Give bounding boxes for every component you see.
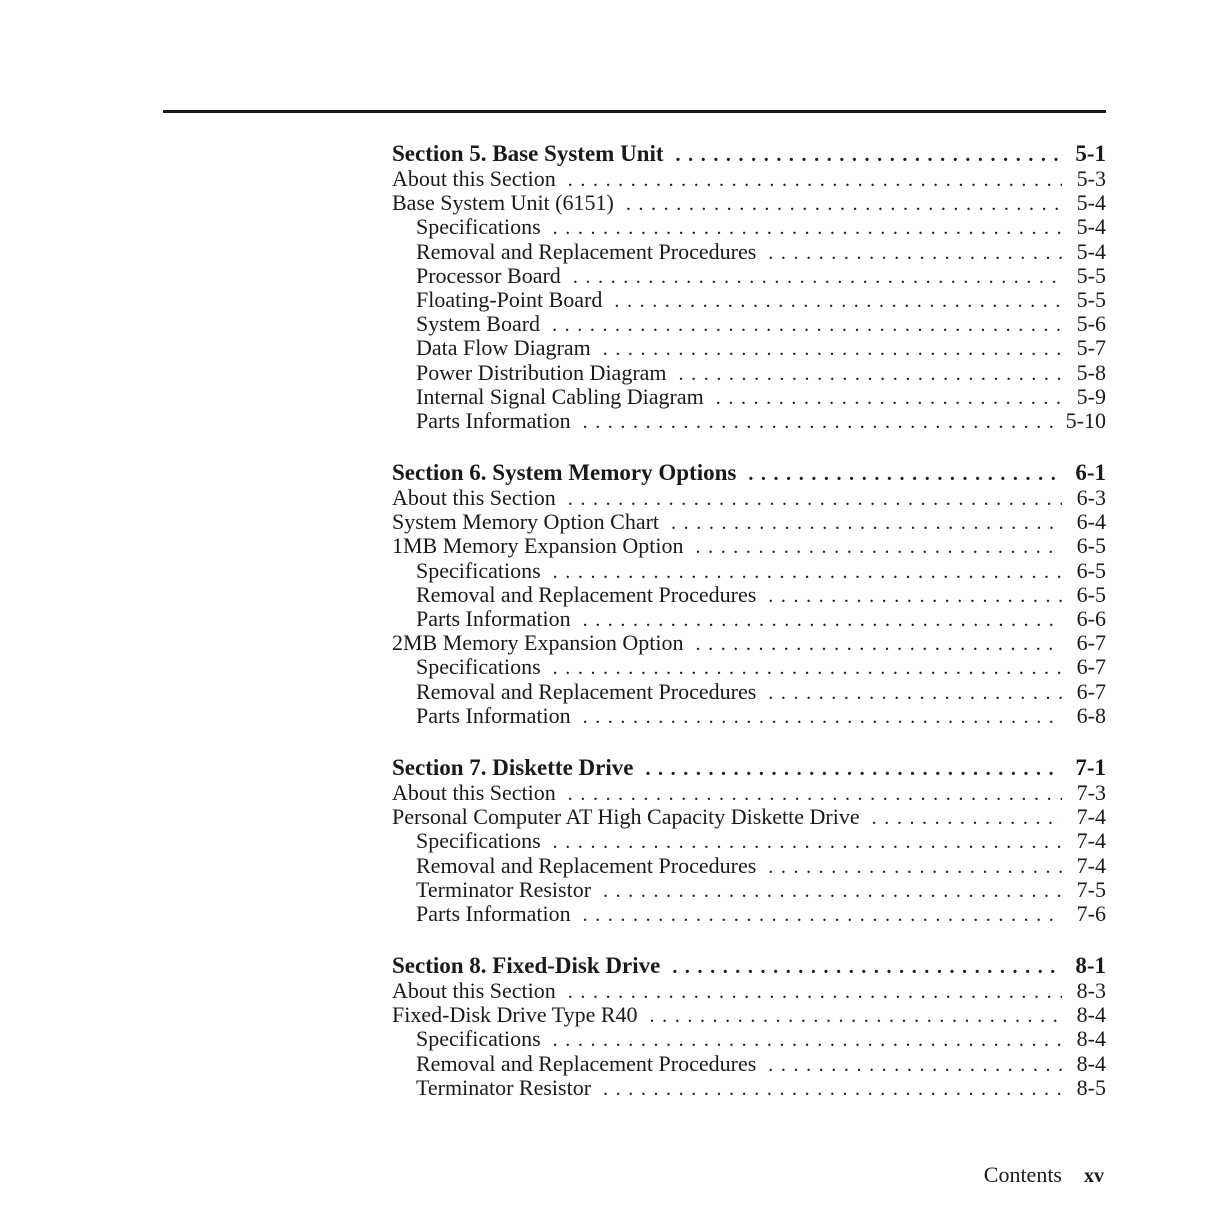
toc-entry-page: 8-4 (1076, 1050, 1106, 1076)
toc-entry-page: 5-1 (1075, 141, 1106, 166)
page-number: xv (1084, 1165, 1104, 1187)
toc-entry-page: 6-8 (1076, 702, 1106, 728)
toc-entry-page: 8-3 (1076, 978, 1106, 1004)
dot-leader (671, 511, 1062, 535)
toc-entry[interactable] (392, 240, 1106, 264)
toc-entry-page: 6-3 (1076, 485, 1106, 511)
dot-leader (645, 756, 1062, 782)
toc-entry-label: Removal and Replacement Procedures (416, 1050, 757, 1076)
toc-entry[interactable] (392, 191, 1106, 215)
dot-leader (650, 1004, 1062, 1028)
toc-entry-label: Specifications (416, 828, 541, 854)
toc-entry-label: Parts Information (416, 606, 571, 631)
toc-entry[interactable] (392, 854, 1106, 878)
dot-leader (768, 584, 1062, 608)
toc-entry-label: Internal Signal Cabling Diagram (416, 383, 704, 409)
toc-entry-page: 6-7 (1076, 654, 1106, 680)
dot-leader (679, 362, 1062, 386)
dot-leader (768, 681, 1062, 705)
toc-entry[interactable] (392, 1003, 1106, 1027)
dot-leader (748, 461, 1062, 487)
toc-entry-label: About this Section (392, 485, 556, 511)
toc-entry[interactable] (392, 781, 1106, 805)
dot-leader (568, 487, 1062, 511)
toc-entry-label: Removal and Replacement Procedures (416, 678, 757, 704)
toc-entry[interactable] (392, 583, 1106, 607)
toc-entry[interactable] (392, 510, 1106, 534)
toc-entry-page: 7-4 (1076, 804, 1106, 830)
toc-entry-label: Fixed-Disk Drive Type R40 (392, 1002, 638, 1028)
dot-leader (603, 879, 1062, 903)
toc-entry-label: Parts Information (416, 900, 571, 926)
toc-entry[interactable] (392, 361, 1106, 385)
toc-entry-page: 5-6 (1076, 311, 1106, 337)
toc-entry-label: Data Flow Diagram (416, 335, 591, 361)
toc-entry-label: Parts Information (416, 702, 571, 728)
toc-entry[interactable] (392, 336, 1106, 360)
toc-entry-page: 6-7 (1076, 630, 1106, 656)
toc-entry-label: 2MB Memory Expansion Option (392, 630, 684, 656)
toc-section-heading[interactable] (392, 953, 1106, 979)
toc-entry-page: 5-3 (1076, 166, 1106, 191)
toc-entry[interactable] (392, 607, 1106, 631)
dot-leader (568, 168, 1062, 192)
toc-entry-label: Specifications (416, 214, 541, 240)
toc-entry[interactable] (392, 486, 1106, 510)
toc-entry[interactable] (392, 215, 1106, 239)
toc-entry-page: 8-4 (1076, 1002, 1106, 1028)
dot-leader (603, 1077, 1062, 1101)
toc-entry-page: 8-1 (1075, 953, 1106, 979)
toc-entry[interactable] (392, 829, 1106, 853)
toc-entry[interactable] (392, 1052, 1106, 1076)
toc-entry-label: Terminator Resistor (416, 876, 592, 902)
toc-entry[interactable] (392, 409, 1106, 433)
dot-leader (553, 216, 1062, 240)
toc-entry-label: Power Distribution Diagram (416, 359, 667, 385)
dot-leader (626, 192, 1062, 216)
header-rule (163, 110, 1106, 113)
toc-entry-page: 7-5 (1076, 876, 1106, 902)
dot-leader (583, 705, 1062, 729)
toc-entry-label: Section 7. Diskette Drive (392, 754, 634, 780)
toc-entry-page: 5-10 (1065, 407, 1106, 433)
toc-entry-page: 5-7 (1076, 335, 1106, 361)
toc-entry[interactable] (392, 167, 1106, 191)
toc-entry-label: Removal and Replacement Procedures (416, 852, 757, 878)
toc-entry-label: Removal and Replacement Procedures (416, 581, 757, 607)
toc-entry[interactable] (392, 631, 1106, 655)
toc-entry-page: 8-4 (1076, 1026, 1106, 1052)
dot-leader (768, 1053, 1062, 1077)
dot-leader (573, 265, 1062, 289)
toc-entry-label: Base System Unit (6151) (392, 190, 614, 216)
toc-entry-label: About this Section (392, 779, 556, 805)
dot-leader (768, 241, 1062, 265)
dot-leader (553, 1028, 1062, 1052)
toc-entry[interactable] (392, 312, 1106, 336)
toc-entry[interactable] (392, 979, 1106, 1003)
toc-section-heading[interactable] (392, 141, 1106, 167)
toc-entry[interactable] (392, 680, 1106, 704)
dot-leader (553, 560, 1062, 584)
dot-leader (552, 313, 1062, 337)
running-title: Contents (983, 1162, 1062, 1187)
toc-entry[interactable] (392, 385, 1106, 409)
dot-leader (716, 386, 1062, 410)
dot-leader (583, 410, 1056, 434)
toc-entry-page: 5-9 (1076, 383, 1106, 409)
toc-entry-page: 7-6 (1076, 900, 1106, 926)
toc-section (392, 755, 1106, 926)
dot-leader (676, 142, 1062, 168)
toc-entry-label: Specifications (416, 557, 541, 583)
dot-leader (583, 608, 1062, 632)
table-of-contents (392, 141, 1106, 1127)
dot-leader (583, 903, 1062, 927)
toc-entry-label: About this Section (392, 978, 556, 1004)
toc-entry-label: Removal and Replacement Procedures (416, 238, 757, 264)
toc-entry-label: Specifications (416, 1026, 541, 1052)
toc-section (392, 460, 1106, 728)
dot-leader (553, 656, 1062, 680)
toc-entry-label: Section 8. Fixed-Disk Drive (392, 953, 661, 979)
toc-entry-page: 5-4 (1076, 214, 1106, 240)
toc-entry[interactable] (392, 805, 1106, 829)
toc-entry-page: 6-5 (1076, 581, 1106, 607)
toc-entry[interactable] (392, 704, 1106, 728)
toc-section (392, 141, 1106, 433)
toc-entry-page: 5-5 (1076, 262, 1106, 288)
toc-entry-page: 6-7 (1076, 678, 1106, 704)
toc-entry-page: 7-4 (1076, 852, 1106, 878)
dot-leader (672, 954, 1062, 980)
dot-leader (603, 337, 1062, 361)
toc-entry-page: 6-1 (1075, 460, 1106, 486)
toc-entry-label: About this Section (392, 166, 556, 191)
toc-entry-page: 6-5 (1076, 557, 1106, 583)
dot-leader (696, 535, 1063, 559)
dot-leader (614, 289, 1062, 313)
toc-entry[interactable] (392, 1027, 1106, 1051)
page-footer (984, 1162, 1104, 1188)
toc-entry-page: 6-6 (1076, 606, 1106, 631)
toc-entry-page: 7-3 (1076, 779, 1106, 805)
toc-entry-label: Terminator Resistor (416, 1074, 592, 1100)
toc-entry-page: 7-4 (1076, 828, 1106, 854)
toc-entry-label: Specifications (416, 654, 541, 680)
dot-leader (768, 855, 1062, 879)
toc-entry-label: Personal Computer AT High Capacity Diskette Drive (392, 804, 860, 830)
toc-entry-page: 7-1 (1075, 754, 1106, 780)
toc-entry[interactable] (392, 902, 1106, 926)
toc-entry[interactable] (392, 264, 1106, 288)
toc-entry-page: 6-4 (1076, 509, 1106, 535)
toc-entry-page: 5-4 (1076, 190, 1106, 216)
toc-entry[interactable] (392, 534, 1106, 558)
dot-leader (872, 806, 1062, 830)
toc-entry-page: 5-8 (1076, 359, 1106, 385)
toc-entry-label: 1MB Memory Expansion Option (392, 533, 684, 559)
toc-entry-page: 8-5 (1076, 1074, 1106, 1100)
toc-entry[interactable] (392, 1076, 1106, 1100)
dot-leader (568, 782, 1062, 806)
toc-entry[interactable] (392, 655, 1106, 679)
toc-entry-page: 5-4 (1076, 238, 1106, 264)
toc-entry[interactable] (392, 288, 1106, 312)
dot-leader (553, 830, 1062, 854)
toc-entry-label: Processor Board (416, 262, 561, 288)
toc-entry[interactable] (392, 878, 1106, 902)
toc-section (392, 953, 1106, 1100)
toc-entry-label: System Board (416, 311, 541, 337)
toc-entry[interactable] (392, 559, 1106, 583)
toc-section-heading[interactable] (392, 755, 1106, 781)
toc-entry-page: 5-5 (1076, 286, 1106, 312)
toc-entry-page: 6-5 (1076, 533, 1106, 559)
toc-section-heading[interactable] (392, 460, 1106, 486)
toc-entry-label: Section 5. Base System Unit (392, 141, 664, 166)
toc-entry-label: Parts Information (416, 407, 571, 433)
toc-entry-label: Section 6. System Memory Options (392, 460, 737, 486)
dot-leader (696, 632, 1063, 656)
dot-leader (568, 980, 1062, 1004)
toc-entry-label: System Memory Option Chart (392, 509, 660, 535)
toc-entry-label: Floating-Point Board (416, 286, 603, 312)
